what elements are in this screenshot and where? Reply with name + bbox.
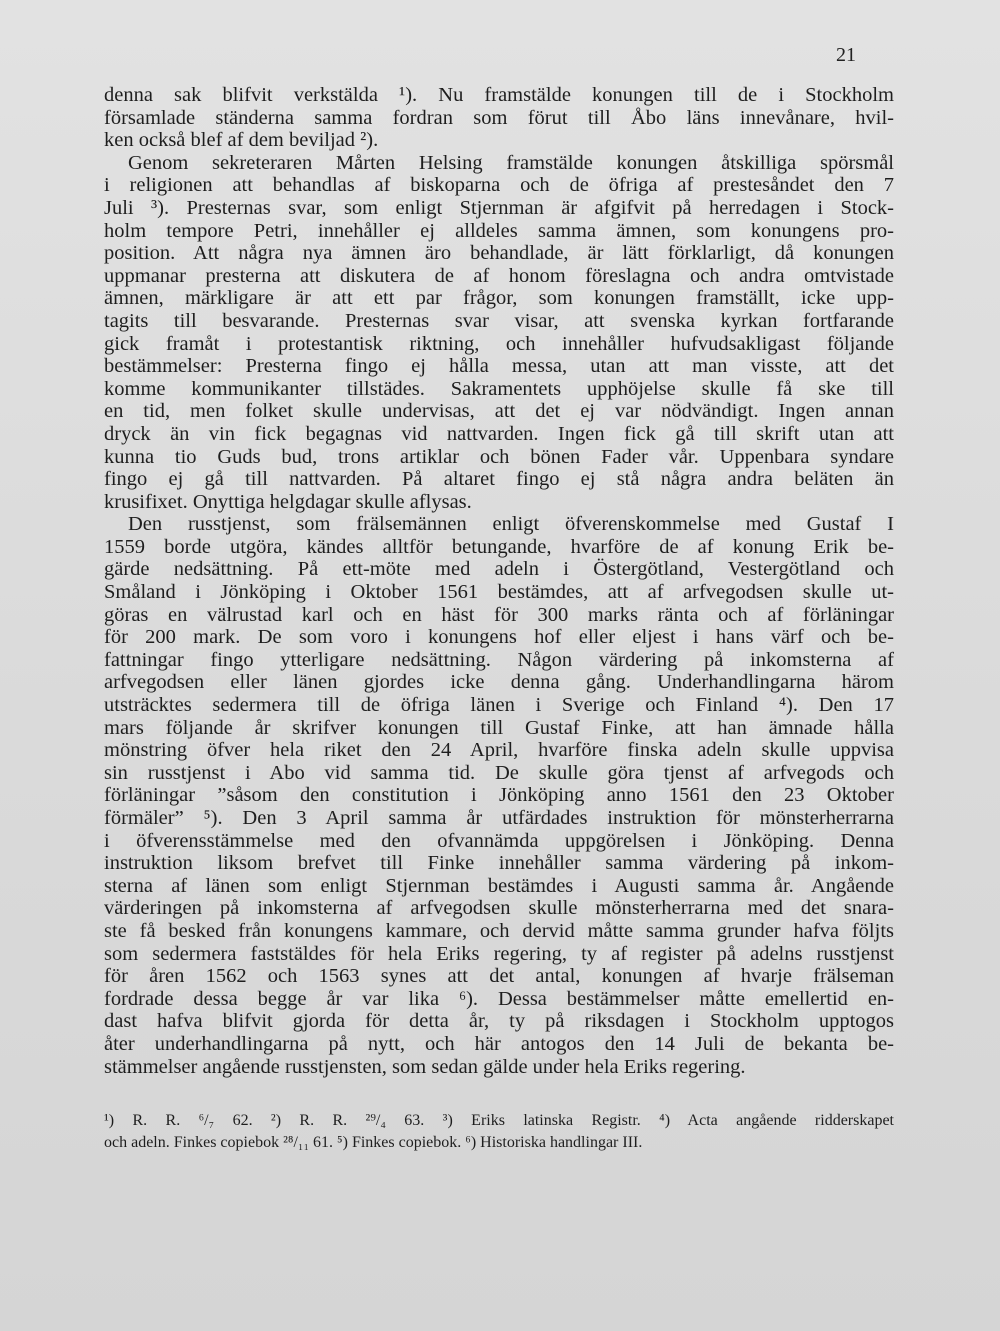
- text-line: mönstring öfver hela riket den 24 April, hvarföre finska adeln skulle uppvisa: [104, 739, 894, 762]
- text-line: i öfverensstämmelse med den ofvannämda uppgörelsen i Jönköping. Denna: [104, 829, 894, 852]
- text-line: Juli ³). Presternas svar, som enligt Stjernman är afgifvit på herredagen i Stock-: [104, 196, 894, 219]
- text-line: en tid, men folket skulle undervisas, att det ej var nödvändigt. Ingen annan: [104, 400, 894, 423]
- text-line: sin russtjenst i Abo vid samma tid. De skulle göra tjenst af arfvegods och: [104, 761, 894, 784]
- text-line: förläningar ”såsom den constitution i Jönköping anno 1561 den 23 Oktober: [104, 784, 894, 807]
- footnote-line: och adeln. Finkes copiebok ²⁸/₁₁ 61. ⁵) Finkes copiebok. ⁶) Historiska handlingar III.: [104, 1134, 643, 1151]
- text-line: församlade ständerna samma fordran som förut till Åbo läns innevånare, hvil-: [104, 106, 894, 129]
- text-line: gärde nedsättning. På ett-möte med adeln i Östergötland, Vestergötland och: [104, 558, 894, 581]
- text-line: dryck än vin fick begagnas vid nattvarden. Ingen fick gå till skrift utan att: [104, 422, 894, 445]
- footnotes: [104, 1110, 894, 1154]
- text-line: Småland i Jönköping i Oktober 1561 bestämdes, att af arfvegodsen skulle ut-: [104, 581, 894, 604]
- text-line: krusifixet. Onyttiga helgdagar skulle aflysas.: [104, 490, 472, 513]
- text-line: åter underhandlingarna på nytt, och här antogos den 14 Juli de bekanta be-: [104, 1032, 894, 1055]
- text-line: uppmanar presterna att diskutera de af honom föreslagna och andra omtvistade: [104, 264, 894, 287]
- text-line: gick framåt i protestantisk riktning, och innehåller hufvudsakligast följande: [104, 332, 894, 355]
- text-line: fordrade dessa begge år var lika ⁶). Dessa bestämmelser måtte emellertid en-: [104, 987, 894, 1010]
- text-line: ken också blef af dem beviljad ²).: [104, 129, 379, 152]
- text-line: tagits till besvarande. Presternas svar visar, att svenska kyrkan fortfarande: [104, 309, 894, 332]
- text-line: instruktion liksom brefvet till Finke innehåller samma värdering på inkom-: [104, 852, 894, 875]
- text-line: Genom sekreteraren Mårten Helsing framstälde konungen åtskilliga spörsmål: [128, 151, 894, 174]
- text-line: förmäler” ⁵). Den 3 April samma år utfärdades instruktion för mönsterherrarna: [104, 807, 894, 829]
- text-line: fingo ej gå till nattvarden. På altaret fingo ej stå några andra beläten än: [104, 468, 894, 491]
- text-line: arfvegodsen eller länen gjordes icke denna gång. Underhandlingarna härom: [104, 671, 894, 694]
- text-line: värderingen på inkomsterna af arfvegodsen skulle mönsterherrarna med det snara-: [104, 897, 894, 920]
- text-line: komme kommunikanter tillstädes. Sakramentets upphöjelse skulle få ske till: [104, 377, 894, 400]
- text-line: utsträcktes sedermera till de öfriga länen i Sverige och Finland ⁴). Den 17: [104, 694, 894, 717]
- text-line: göras en välrustad karl och en häst för 300 marks ränta och af förläningar: [104, 603, 894, 626]
- text-line: holm tempore Petri, innehåller ej alldeles samma ämnen, som konungens pro-: [104, 219, 894, 242]
- text-line: Den russtjenst, som frälsemännen enligt öfverenskommelse med Gustaf I: [128, 513, 894, 536]
- body-text: [104, 84, 894, 1078]
- text-line: dast hafva blifvit gjorda för detta år, ty på riksdagen i Stockholm upptogos: [104, 1010, 894, 1033]
- text-line: ste få besked från konungens kammare, och dervid måtte samma grunder hafva följts: [104, 919, 894, 942]
- page-number: 21: [836, 44, 856, 66]
- text-line: mars följande år skrifver konungen till Gustaf Finke, att han ämnade hålla: [104, 716, 894, 739]
- text-line: bestämmelser: Presterna fingo ej hålla messa, utan att man visste, att det: [104, 355, 894, 378]
- text-line: kunna tio Guds bud, trons artiklar och bönen Fader vår. Uppenbara syndare: [104, 445, 894, 468]
- text-line: för åren 1562 och 1563 synes att det antal, konungen af hvarje frälseman: [104, 965, 894, 988]
- text-line: för 200 mark. De som voro i konungens hof eller eljest i hans värf och be-: [104, 626, 894, 649]
- text-line: 1559 borde utgöra, kändes alltför betungande, hvarföre de af konung Erik be-: [104, 535, 894, 558]
- text-line: ämnen, märkligare är att ett par frågor, som konungen framställt, icke upp-: [104, 287, 894, 310]
- text-line: denna sak blifvit verkstälda ¹). Nu framstälde konungen till de i Stockholm: [104, 84, 894, 106]
- text-line: position. Att några nya ämnen äro behandlade, är lätt förklarligt, då konungen: [104, 242, 894, 265]
- text-line: sterna af länen som enligt Stjernman bestämdes i Augusti samma år. Angående: [104, 874, 894, 897]
- text-line: fattningar fingo ytterligare nedsättning. Någon värdering på inkomsterna af: [104, 648, 894, 671]
- text-line: i religionen att behandlas af biskoparna och de öfriga af prestesåndet den 7: [104, 174, 894, 197]
- text-line: som sedermera faststäldes för hela Eriks regering, ty af register på adelns russtjenst: [104, 942, 894, 965]
- footnote-line: ¹) R. R. ⁶/₇ 62. ²) R. R. ²⁹/₄ 63. ³) Eriks latinska Registr. ⁴) Acta angående ridderskapet: [104, 1112, 894, 1129]
- text-line: stämmelser angående russtjensten, som sedan gälde under hela Eriks regering.: [104, 1055, 746, 1078]
